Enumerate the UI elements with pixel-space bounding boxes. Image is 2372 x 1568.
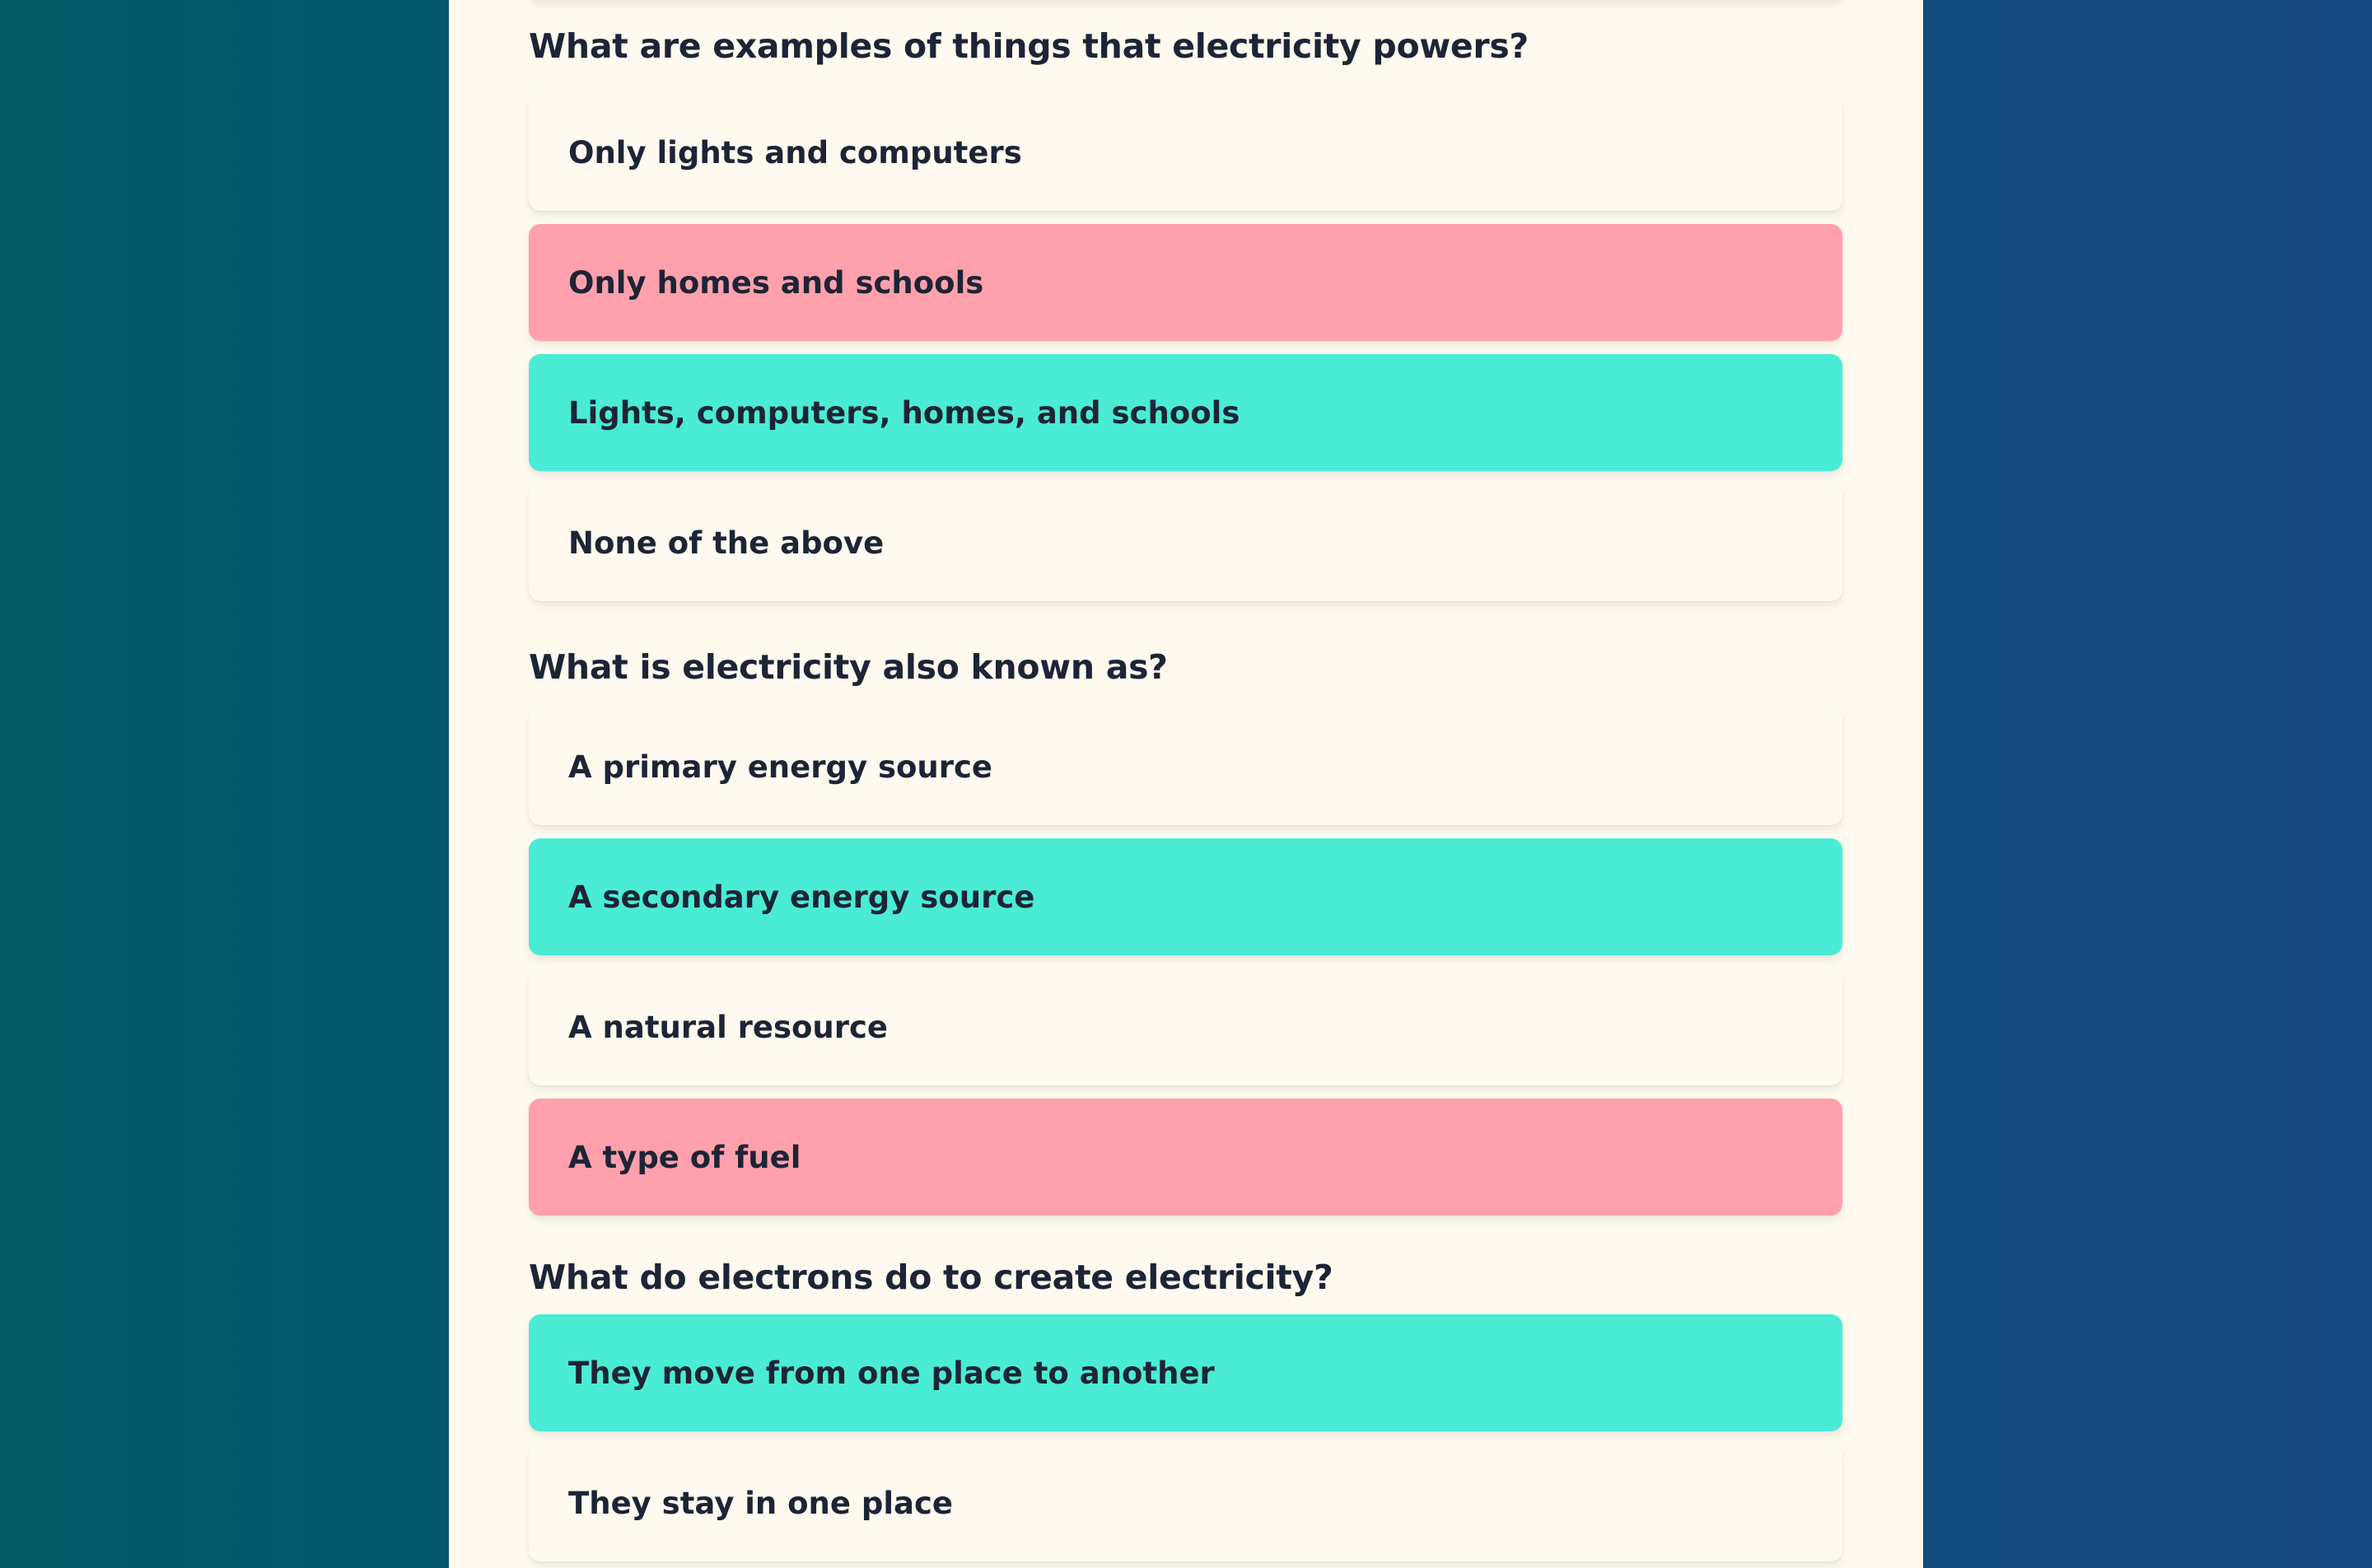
answer-options — [529, 94, 1842, 601]
question-3 — [529, 1240, 1842, 1561]
answer-option[interactable]: None of the above — [529, 484, 1842, 601]
answer-option-correct[interactable]: Lights, computers, homes, and schools — [529, 354, 1842, 471]
quiz-panel — [449, 0, 1923, 1568]
question-title: What are examples of things that electricity powers? — [529, 26, 1529, 66]
answer-option-incorrect[interactable]: Only homes and schools — [529, 224, 1842, 341]
answer-options — [529, 708, 1842, 1216]
answer-option-correct[interactable]: They move from one place to another — [529, 1314, 1842, 1431]
question-title: What is electricity also known as? — [529, 647, 1168, 687]
question-title: What do electrons do to create electricity? — [529, 1258, 1333, 1297]
quiz-questions-list — [529, 0, 1842, 1561]
answer-option-incorrect[interactable]: A type of fuel — [529, 1099, 1842, 1216]
question-1 — [529, 0, 1842, 601]
answer-option[interactable]: They stay in one place — [529, 1444, 1842, 1561]
answer-option[interactable]: Only lights and computers — [529, 94, 1842, 211]
question-2 — [529, 626, 1842, 1216]
answer-option[interactable]: A natural resource — [529, 968, 1842, 1085]
answer-option-correct[interactable]: A secondary energy source — [529, 838, 1842, 955]
answer-options — [529, 1314, 1842, 1561]
answer-option[interactable]: A primary energy source — [529, 708, 1842, 825]
